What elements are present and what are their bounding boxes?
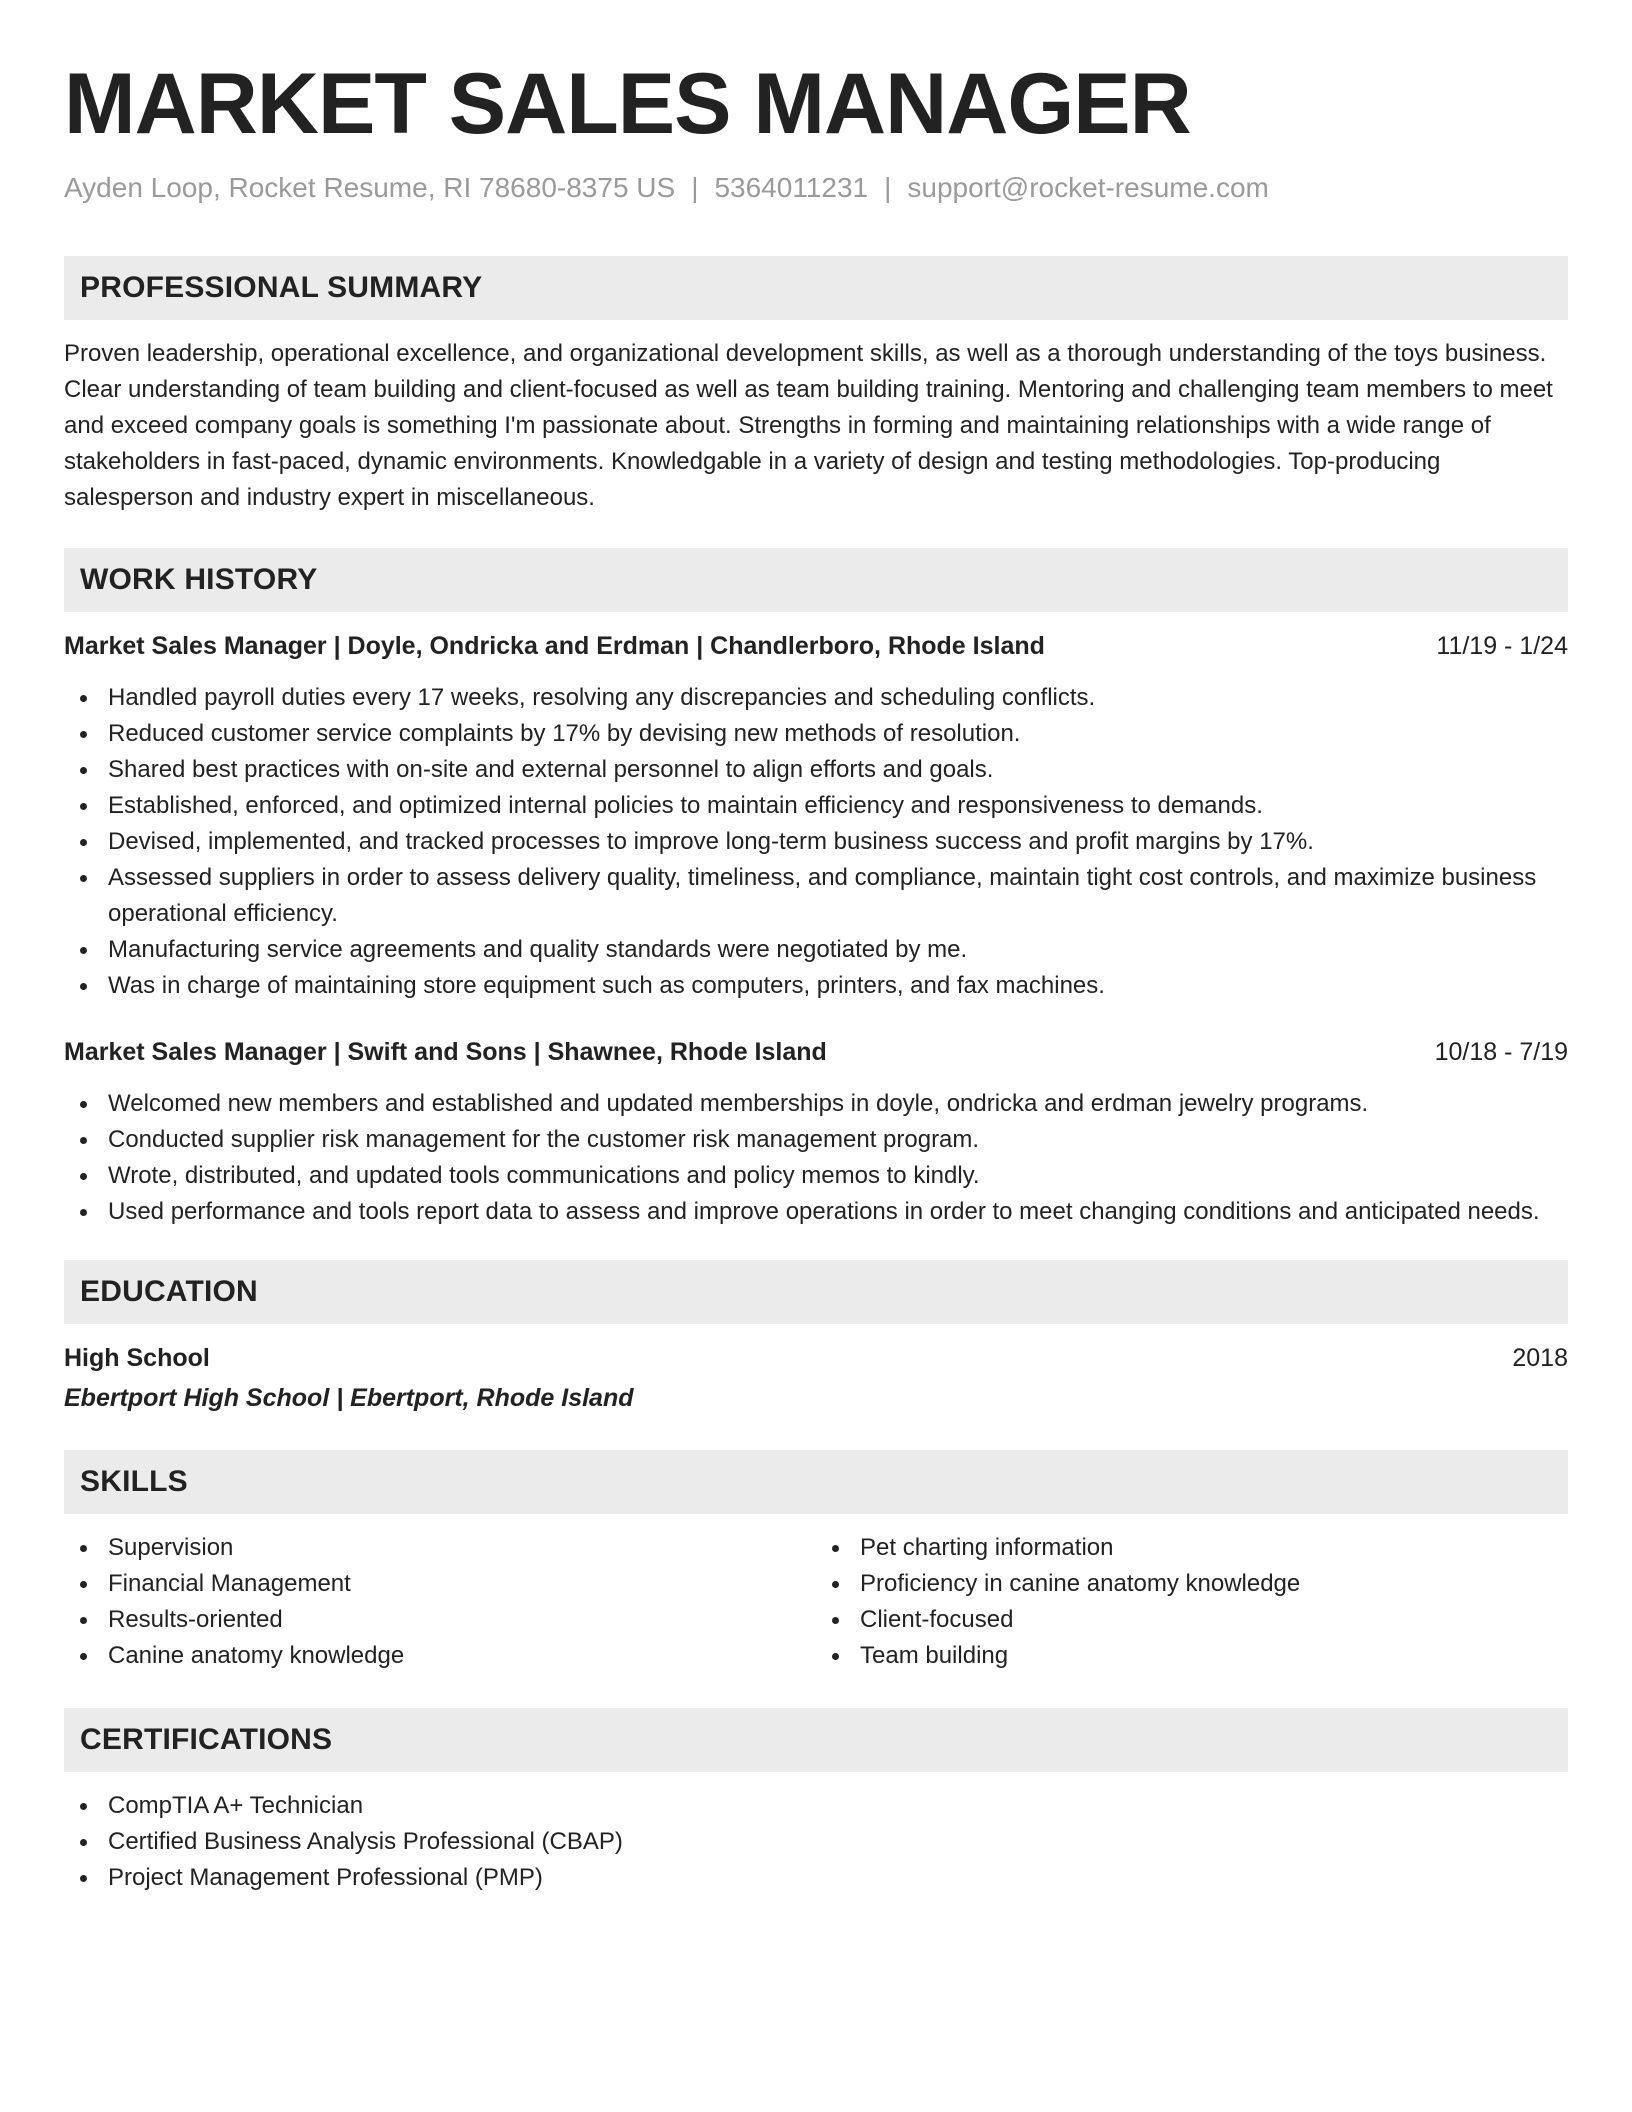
job-bullet: Welcomed new members and established and updated memberships in doyle, ondricka and erdman jewelry programs.: [64, 1086, 1568, 1122]
job-dates: 10/18 - 7/19: [1434, 1038, 1568, 1066]
skill-item: Financial Management: [64, 1566, 816, 1602]
job-header: [64, 628, 1568, 664]
section-heading-certifications: CERTIFICATIONS: [64, 1708, 1568, 1772]
skills-column-left: [64, 1530, 816, 1674]
skills-list: [64, 1530, 816, 1674]
skills-list: [816, 1530, 1568, 1674]
certification-item: CompTIA A+ Technician: [64, 1788, 1568, 1824]
skill-item: Proficiency in canine anatomy knowledge: [816, 1566, 1568, 1602]
education-header: [64, 1340, 1568, 1376]
contact-phone: 5364011231: [714, 172, 869, 203]
skill-item: Results-oriented: [64, 1602, 816, 1638]
job-bullet: Assessed suppliers in order to assess delivery quality, timeliness, and compliance, maintain tight cost controls, and maximize business operational efficiency.: [64, 860, 1568, 932]
skill-item: Canine anatomy knowledge: [64, 1638, 816, 1674]
job-bullet: Established, enforced, and optimized internal policies to maintain efficiency and responsiveness to demands.: [64, 788, 1568, 824]
skill-item: Team building: [816, 1638, 1568, 1674]
summary-text: Proven leadership, operational excellence, and organizational development skills, as well as a thorough understanding of the toys business. Clear understanding of team building and client-focused as well as team building training. Mentoring and challenging team members to meet and exceed company goals is something I'm passionate about. Strengths in forming and maintaining relationships with a wide range of stakeholders in fast-paced, dynamic environments. Knowledgable in a variety of design and testing methodologies. Top-producing salesperson and industry expert in miscellaneous.: [64, 340, 1553, 511]
section-heading-summary: PROFESSIONAL SUMMARY: [64, 256, 1568, 320]
contact-email: support@rocket-resume.com: [907, 172, 1269, 203]
job-dates: 11/19 - 1/24: [1436, 632, 1568, 660]
contact-separator: |: [884, 172, 892, 203]
skill-item: Pet charting information: [816, 1530, 1568, 1566]
job-bullet: Shared best practices with on-site and external personnel to align efforts and goals.: [64, 752, 1568, 788]
job-bullet: Manufacturing service agreements and quality standards were negotiated by me.: [64, 932, 1568, 968]
education-year: 2018: [1512, 1344, 1568, 1372]
section-heading-skills: SKILLS: [64, 1450, 1568, 1514]
certification-item: Project Management Professional (PMP): [64, 1860, 1568, 1896]
job-bullet: Used performance and tools report data to assess and improve operations in order to meet changing conditions and anticipated needs.: [64, 1194, 1568, 1230]
contact-address: Ayden Loop, Rocket Resume, RI 78680-8375 US: [64, 172, 676, 203]
skills-column-right: [816, 1530, 1568, 1674]
job-bullet: Devised, implemented, and tracked processes to improve long-term business success and profit margins by 17%.: [64, 824, 1568, 860]
certification-item: Certified Business Analysis Professional (CBAP): [64, 1824, 1568, 1860]
contact-separator: |: [691, 172, 699, 203]
job-bullet-list: [64, 680, 1568, 1004]
job-bullet: Wrote, distributed, and updated tools communications and policy memos to kindly.: [64, 1158, 1568, 1194]
certifications-list: [64, 1788, 1568, 1896]
education-degree: High School: [64, 1344, 210, 1372]
resume-title: MARKET SALES MANAGER: [64, 56, 1191, 152]
job-bullet-list: [64, 1086, 1568, 1230]
skill-item: Supervision: [64, 1530, 816, 1566]
section-heading-work-history: WORK HISTORY: [64, 548, 1568, 612]
education-school: Ebertport High School | Ebertport, Rhode Island: [64, 1384, 634, 1412]
job-bullet: Conducted supplier risk management for the customer risk management program.: [64, 1122, 1568, 1158]
job-title: Market Sales Manager | Doyle, Ondricka and Erdman | Chandlerboro, Rhode Island: [64, 632, 1045, 660]
job-bullet: Reduced customer service complaints by 17% by devising new methods of resolution.: [64, 716, 1568, 752]
section-heading-education: EDUCATION: [64, 1260, 1568, 1324]
job-header: [64, 1034, 1568, 1070]
job-bullet: Handled payroll duties every 17 weeks, resolving any discrepancies and scheduling conflicts.: [64, 680, 1568, 716]
skills-grid: [64, 1530, 1568, 1674]
job-bullet: Was in charge of maintaining store equipment such as computers, printers, and fax machines.: [64, 968, 1568, 1004]
skill-item: Client-focused: [816, 1602, 1568, 1638]
contact-line: [64, 170, 1568, 206]
job-title: Market Sales Manager | Swift and Sons | Shawnee, Rhode Island: [64, 1038, 827, 1066]
